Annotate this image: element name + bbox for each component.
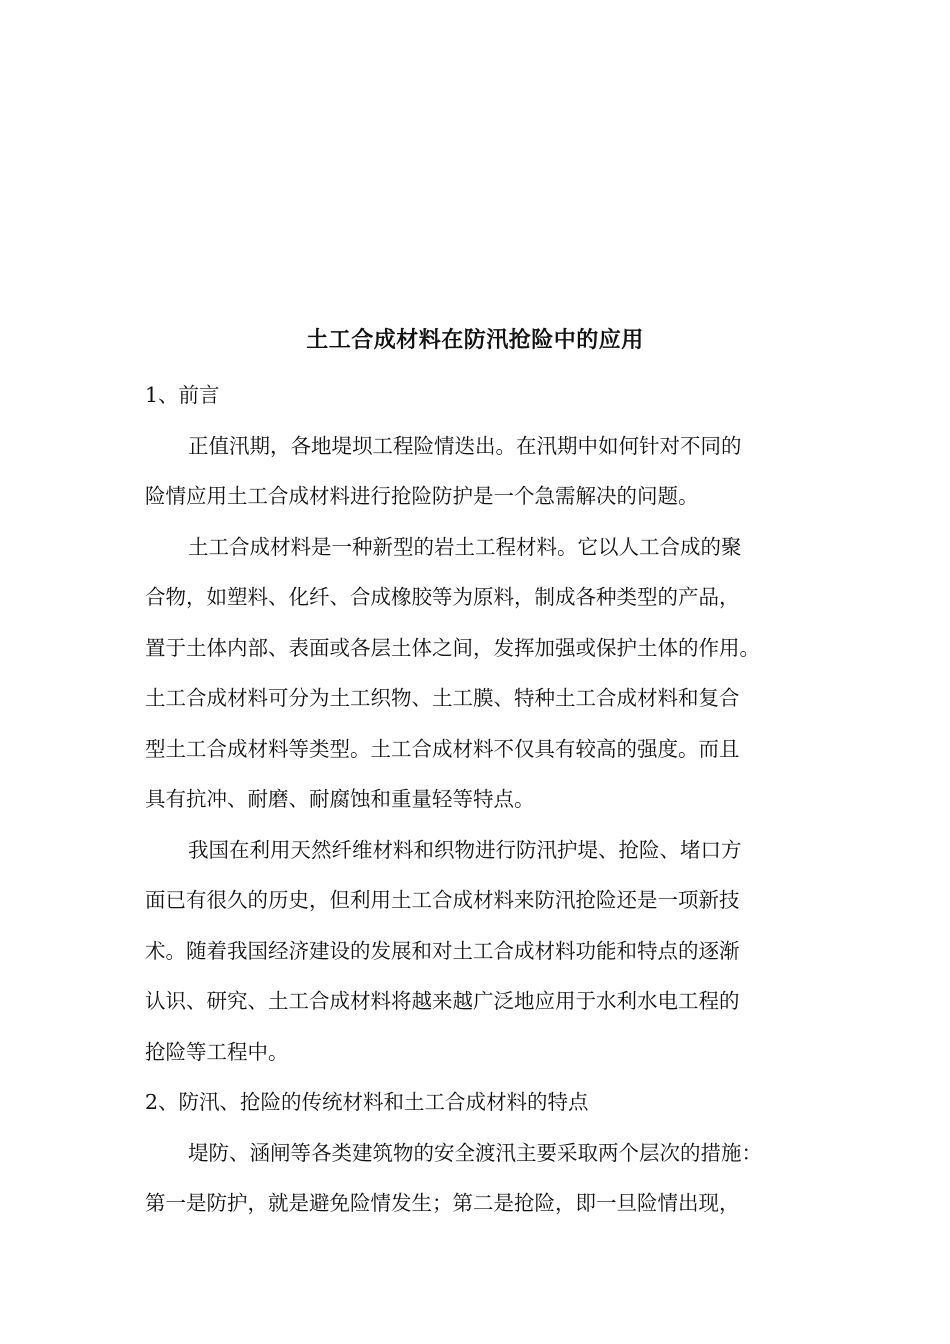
- paragraph-line: 抢险等工程中。: [145, 1039, 289, 1064]
- paragraph-3: [145, 825, 815, 1078]
- paragraph-line: 第一是防护，就是避免险情发生；第二是抢险，即一旦险情出现，: [145, 1191, 740, 1215]
- paragraph-line: 术。随着我国经济建设的发展和对土工合成材料功能和特点的逐渐: [145, 938, 740, 963]
- paragraph-line: 正值汛期，各地堤坝工程险情迭出。在汛期中如何针对不同的: [188, 433, 742, 458]
- paragraph-line: 认识、研究、土工合成材料将越来越广泛地应用于水利水电工程的: [145, 989, 740, 1013]
- section-1-heading: 1、前言: [145, 383, 220, 407]
- section-2-heading: 2、防汛、抢险的传统材料和土工合成材料的特点: [145, 1090, 589, 1114]
- paragraph-2: [145, 522, 815, 825]
- paragraph-line: 合物，如塑料、化纤、合成橡胶等为原料，制成各种类型的产品，: [145, 585, 740, 609]
- paragraph-line: 土工合成材料可分为土工织物、土工膜、特种土工合成材料和复合: [145, 686, 740, 710]
- paragraph-4: [145, 1128, 815, 1229]
- paragraph-line: 型土工合成材料等类型。土工合成材料不仅具有较高的强度。而且: [145, 736, 740, 761]
- document-body: [145, 370, 815, 1229]
- paragraph-line: 面已有很久的历史，但利用土工合成材料来防汛抢险还是一项新技: [145, 888, 740, 912]
- paragraph-line: 置于土体内部、表面或各层土体之间，发挥加强或保护土体的作用。: [145, 635, 760, 660]
- paragraph-line: 我国在利用天然纤维材料和织物进行防汛护堤、抢险、堵口方: [188, 837, 742, 862]
- paragraph-line: 险情应用土工合成材料进行抢险防护是一个急需解决的问题。: [145, 484, 699, 508]
- paragraph-1: [145, 421, 815, 522]
- paragraph-line: 具有抗冲、耐磨、耐腐蚀和重量轻等特点。: [145, 787, 535, 811]
- paragraph-line: 土工合成材料是一种新型的岩土工程材料。它以人工合成的聚: [188, 534, 742, 559]
- document-title: 土工合成材料在防汛抢险中的应用: [306, 327, 644, 353]
- paragraph-line: 堤防、涵闸等各类建筑物的安全渡汛主要采取两个层次的措施：: [188, 1140, 762, 1165]
